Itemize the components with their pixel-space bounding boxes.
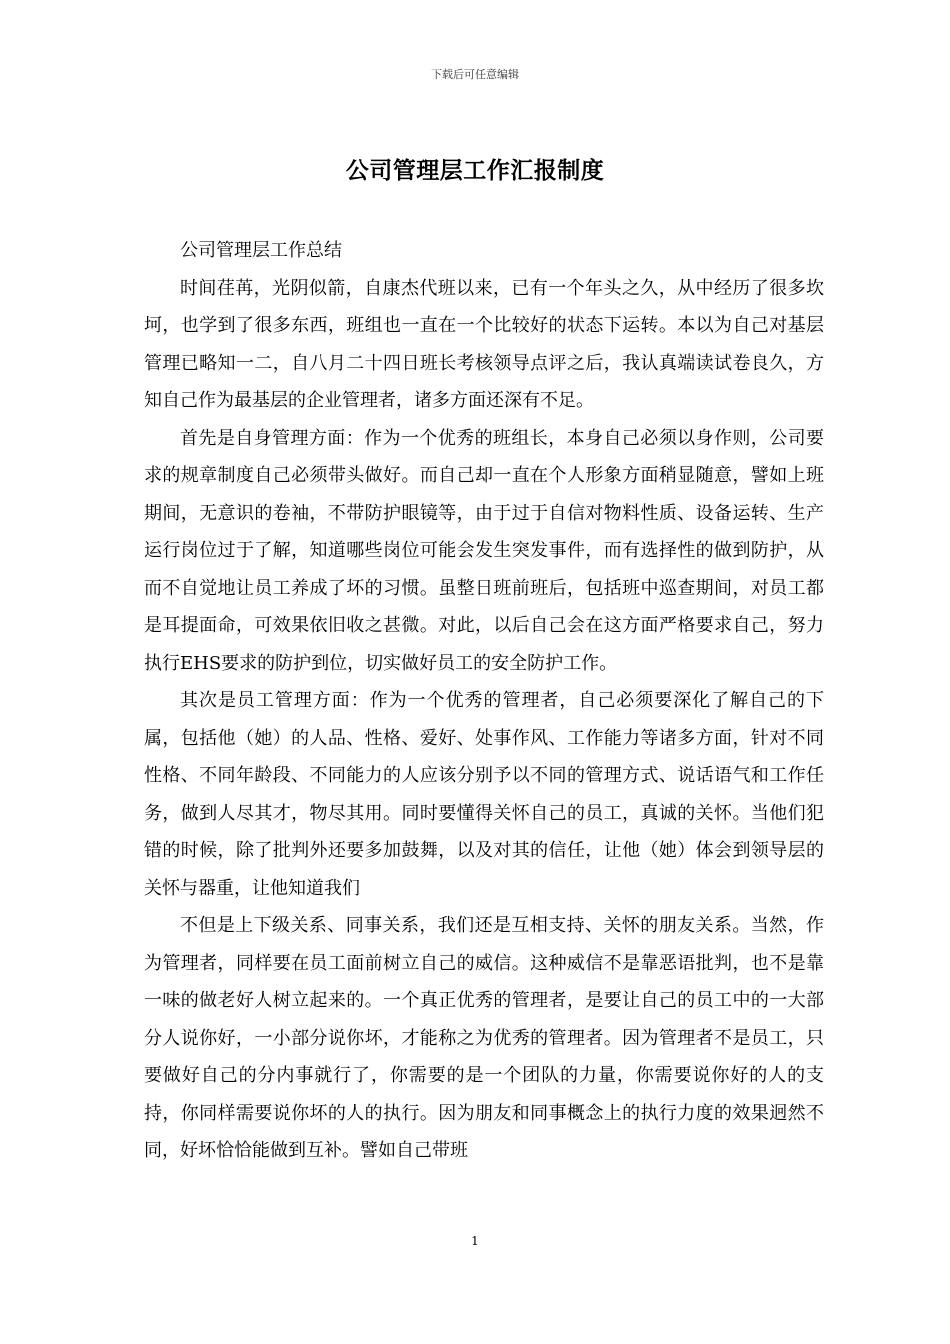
header-note: 下载后可任意编辑 [431, 68, 519, 81]
paragraph-2: 首先是自身管理方面：作为一个优秀的班组长，本身自己必须以身作则，公司要求的规章制度自己必须带头做好。而自己却一直在个人形象方面稍显随意，譬如上班期间，无意识的卷袖，不带防护眼镜等，由于过于自信对物料性质、设备运转、生产运行岗位过于了解，知道哪些岗位可能会发生突发事件，而有选择性的做到防护，从而不自觉地让员工养成了坏的习惯。虽整日班前班后，包括班中巡查期间，对员工都是耳提面命，可效果依旧收之甚微。对此，以后自己会在这方面严格要求自己，努力执行EHS要求的防护到位，切实做好员工的安全防护工作。 [144, 427, 824, 674]
paragraph-3: 其次是员工管理方面：作为一个优秀的管理者，自己必须要深化了解自己的下属，包括他（她）的人品、性格、爱好、处事作风、工作能力等诸多方面，针对不同性格、不同年龄段、不同能力的人应该分别予以不同的管理方式、说话语气和工作任务，做到人尽其才，物尽其用。同时要懂得关怀自己的员工，真诚的关怀。当他们犯错的时候，除了批判外还要多加鼓舞，以及对其的信任，让他（她）体会到领导层的关怀与器重，让他知道我们 [144, 690, 824, 899]
section-subtitle: 公司管理层工作总结 [180, 240, 342, 261]
paragraph-4: 不但是上下级关系、同事关系，我们还是互相支持、关怀的朋友关系。当然，作为管理者，同样要在员工面前树立自己的威信。这种威信不是靠恶语批判，也不是靠一味的做老好人树立起来的。一个真正优秀的管理者，是要让自己的员工中的一大部分人说你好，一小部分说你坏，才能称之为优秀的管理者。因为管理者不是员工，只要做好自己的分内事就行了，你需要的是一个团队的力量，你需要说你好的人的支持，你同样需要说你坏的人的执行。因为朋友和同事概念上的执行力度的效果迥然不同，好坏恰恰能做到互补。譬如自己带班 [144, 915, 824, 1161]
paragraph-1: 时间荏苒，光阴似箭，自康杰代班以来，已有一个年头之久，从中经历了很多坎坷，也学到了很多东西，班组也一直在一个比较好的状态下运转。本以为自己对基层管理已略知一二，自八月二十四日班长考核领导点评之后，我认真端读试卷良久，方知自己作为最基层的企业管理者，诸多方面还深有不足。 [144, 277, 824, 411]
page-number: 1 [471, 1234, 479, 1248]
page-title: 公司管理层工作汇报制度 [345, 157, 605, 184]
document-body [144, 232, 824, 1170]
